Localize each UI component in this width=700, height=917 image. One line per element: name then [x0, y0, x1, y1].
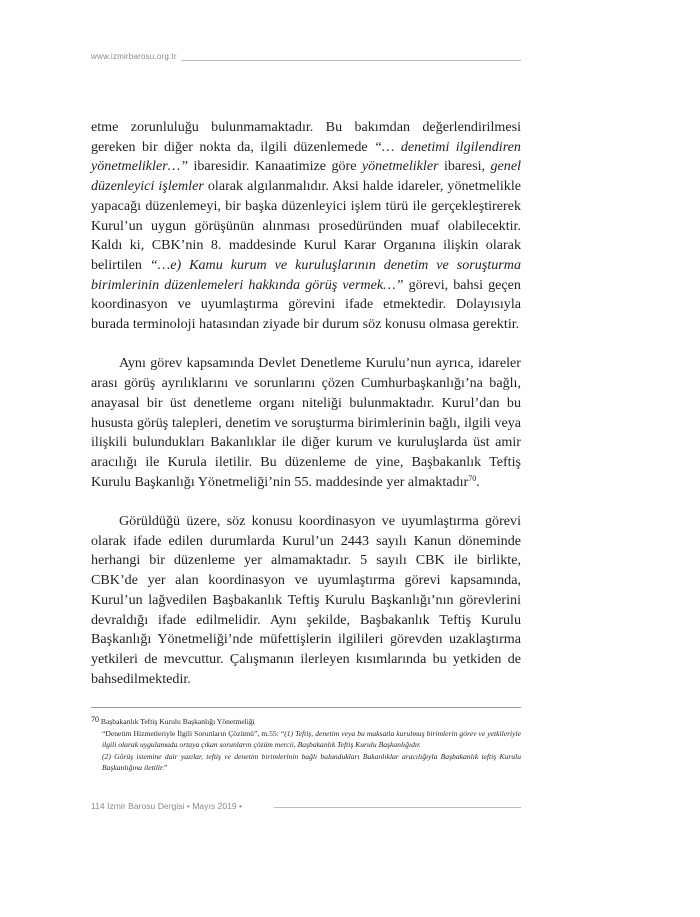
footnote-quote: (2) Görüş istemine dair yazılar, teftiş ve denetim birimlerinin bağlı bulundukları Bakanlıklar aracılığıyla Başbakanlık teftiş Kurulu Başkanlığına iletilir. [102, 751, 521, 773]
paragraph-text: görevi, bahsi geçen koordinasyon ve uyumlaştırma görevini ifade etmektedir. Dolayısıyla burada terminoloji hatasından ziyade bir durum söz konusu olmasa gerektir. [91, 276, 521, 333]
footnote-quote: (1) Teftiş, denetim veya bu maksatla kurulmuş birimlerin görev ve yetkileriyle ilgili olarak uygulamada ortaya çıkan sorunların çözüm mercii, Başbakanlık Teftiş Kurulu Başkanlığıdır. [102, 728, 521, 750]
page-header [91, 52, 521, 66]
footnote-body [91, 751, 521, 774]
header-url: www.izmirbarosu.org.tr [91, 52, 177, 61]
footnote-number: 70 [91, 715, 99, 724]
paragraph-text: etme zorunluluğu bulunmamaktadır. Bu bakımdan değerlendirilmesi gereken bir diğer nokta da, ilgili düzenlemede [91, 119, 521, 155]
footnote [91, 716, 521, 774]
paragraph-3 [91, 512, 521, 689]
footer-text: 114 İzmir Barosu Dergisi • Mayıs 2019 • [91, 801, 243, 811]
footnote-body [91, 728, 521, 751]
footer-rule [274, 807, 521, 808]
paragraph-2 [91, 354, 521, 492]
paragraph-text: Görüldüğü üzere, söz konusu koordinasyon ve uyumlaştırma görevi olarak ifade edilen durumlarda Kurul’un 2443 sayılı Kanun döneminde herhangi bir düzenleme yer almamaktadır. 5 sayılı CBK ile birlikte, CBK’de yer alan koordinasyon ve uyumlaştırma görevi kapsamında, Kurul’un lağvedilen Başbakanlık Teftiş Kurulu Başkanlığı’nın görevlerini devraldığı ifade edilmelidir. Aynı şekilde, Başbakanlık Teftiş Kurulu Başkanlığı Yönetmeliği’nde müfettişlerin ilgilileri görevden uzaklaştırma yetkileri de mevcuttur. Çalışmanın ilerleyen kısımlarında bu yetkiden de bahsedilmektedir. [91, 513, 521, 687]
emphasis-text: genel düzenleyici işlemler [91, 158, 521, 195]
footnote-separator [91, 707, 521, 708]
main-text [91, 118, 521, 689]
footnote-text: “Denetim Hizmetleriyle İlgili Sorunların Çözümü”, m.55: “ [102, 728, 285, 738]
paragraph-1 [91, 118, 521, 335]
emphasis-text: yönetmelikler [361, 158, 439, 175]
paragraph-text: olarak algılanmalıdır. Aksi halde idareler, yönetmelikle yapacağı düzenlemeyi, bir başka düzenleyici işlem türü ile gerçekleştirerek Kurul’un uygun görüşünün alınması prosedüründen muaf olabilecektir. Kaldı ki, CBK’nin 8. maddesinde Kurul Karar Organına ilişkin olarak belirtilen [91, 178, 521, 273]
footnote-reference[interactable]: 70 [468, 473, 477, 483]
quote-text: “… denetimi ilgilendiren yönetmelikler…” [91, 138, 521, 175]
footnote-title: Başbakanlık Teftiş Kurulu Başkanlığı Yönetmeliği [100, 717, 255, 726]
paragraph-text: Aynı görev kapsamında Devlet Denetleme Kurulu’nun ayrıca, idareler arası görüş ayrılıklarını ve sorunlarını çözen Cumhurbaşkanlığı’na bağlı, anayasal bir üst denetleme organı niteliği bulunmaktadır. Kurul’dan bu hususta görüş talepleri, denetim ve soruşturma birimlerinin bağlı, ilgili veya ilişkili bulundukları Bakanlıklar ile diğer kurum ve kuruluşlarda üst amir aracılığı ile Kurula iletilir. Bu düzenleme de yine, Başbakanlık Teftiş Kurulu Başkanlığı Yönetmeliği’nin 55. maddesinde yer almaktadır [91, 355, 521, 490]
footnote-text: ” [164, 763, 168, 773]
paragraph-text: ibaresidir. Kanaatimize göre [188, 158, 362, 175]
header-rule [181, 60, 521, 61]
paragraph-text: ibaresi, [438, 158, 491, 175]
footnote-title-line [91, 716, 521, 728]
paragraph-text: . [476, 473, 480, 490]
quote-text: “…e) Kamu kurum ve kuruluşlarının denetim ve soruşturma birimlerinin düzenlemeleri hakkında görüş vermek…” [91, 256, 521, 293]
page-footer [91, 801, 521, 815]
